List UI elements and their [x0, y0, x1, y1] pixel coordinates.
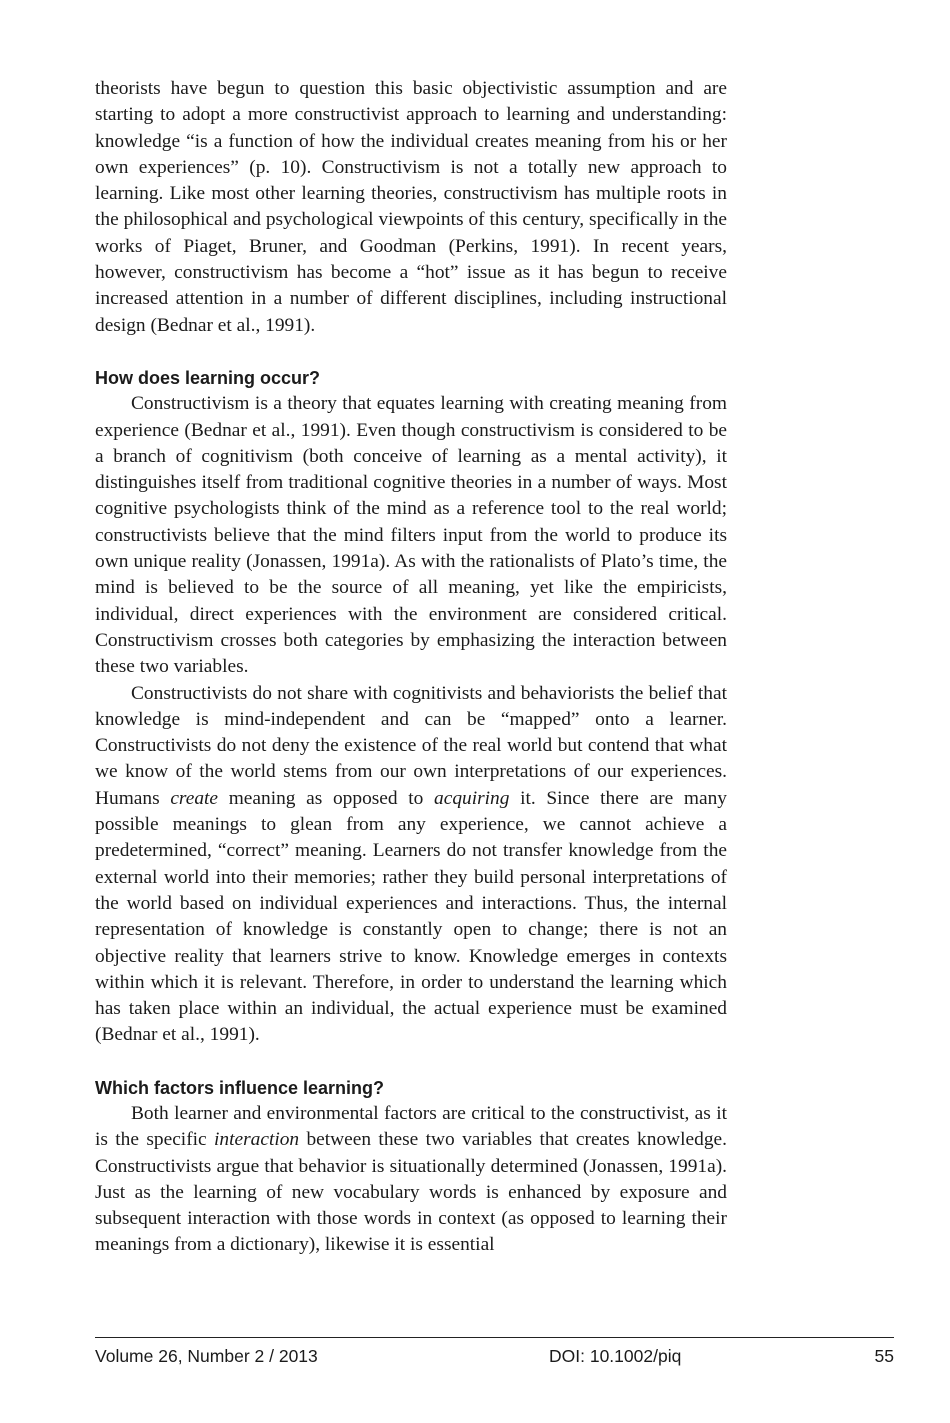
learning-occur-paragraph-1: Constructivism is a theory that equates learning with creating meaning from experience (Bednar et al., 1991). Even though constructivism is considered to be a branch of cognitivism (both conceive of learning as a mental activity), it distinguishes itself from traditional cognitive theories in a number of ways. Most cognitive psychologists think of the mind as a reference tool to the real world; constructivists believe that the mind filters input from the world to produce its own unique reality (Jonassen, 1991a). As with the rationalists of Plato’s time, the mind is believed to be the source of all meaning, yet like the empiricists, individual, direct experiences with the environment are considered critical. Constructivism crosses both categories by emphasizing the interaction between these two variables. — [95, 393, 727, 678]
footer-divider — [95, 1337, 894, 1338]
paragraph-text: meaning as opposed to — [218, 787, 435, 809]
emphasis-interaction: interaction — [214, 1129, 300, 1151]
journal-volume-issue: Volume 26, Number 2 / 2013 — [95, 1346, 318, 1366]
intro-paragraph: theorists have begun to question this basic objectivistic assumption and are starting to adopt a more constructivist approach to learning and understanding: knowledge “is a function of how the individual creates meaning from his or her own experiences” (p. 10). Constructivism is not a totally new approach to learning. Like most other learning theories, constructivism has multiple roots in the philosophical and psychological viewpoints of this century, specifically in the works of Piaget, Bruner, and Goodman (Perkins, 1991). In recent years, however, constructivism has become a “hot” issue as it has begun to receive increased attention in a number of different disciplines, including instructional design (Bednar et al., 1991). — [95, 78, 727, 336]
paragraph-text: Both learner and environmental factors are critical to the constructivist, as it is the specific — [95, 1102, 727, 1151]
article-body — [95, 76, 727, 1259]
page-footer — [95, 1344, 894, 1368]
paragraph-text: Constructivists do not share with cognitivists and behaviorists the belief that knowledge is mind-independent and can be “mapped” onto a learner. Constructivists do not deny the existence of the real world but contend that what we know of the world stems from our own interpretations of our experiences. Humans — [95, 682, 727, 809]
doi-reference: DOI: 10.1002/piq — [549, 1346, 682, 1366]
section-heading-learning-occur: How does learning occur? — [95, 367, 321, 388]
learning-occur-paragraph-2 — [95, 681, 727, 1049]
page-number: 55 — [874, 1346, 894, 1366]
section-heading-factors: Which factors influence learning? — [95, 1077, 385, 1098]
emphasis-acquiring: acquiring — [434, 787, 510, 809]
factors-paragraph-1 — [95, 1101, 727, 1259]
paragraph-text: it. Since there are many possible meanings to glean from any experience, we cannot achieve a predetermined, “correct” meaning. Learners do not transfer knowledge from the external world into their memories; rather they build personal interpretations of the world based on individual experiences and interactions. Thus, the internal representation of knowledge is constantly open to change; there is not an objective reality that learners strive to know. Knowledge emerges in contexts within which it is relevant. Therefore, in order to understand the learning which has taken place within an individual, the actual experience must be examined (Bednar et al., 1991). — [95, 787, 727, 1046]
emphasis-create: create — [170, 787, 219, 809]
paragraph-text: between these two variables that creates knowledge. Constructivists argue that behavior is situationally determined (Jonassen, 1991a). Just as the learning of new vocabulary words is enhanced by exposure and subsequent interaction with those words in context (as opposed to learning their meanings from a dictionary), likewise it is essential — [95, 1129, 727, 1256]
